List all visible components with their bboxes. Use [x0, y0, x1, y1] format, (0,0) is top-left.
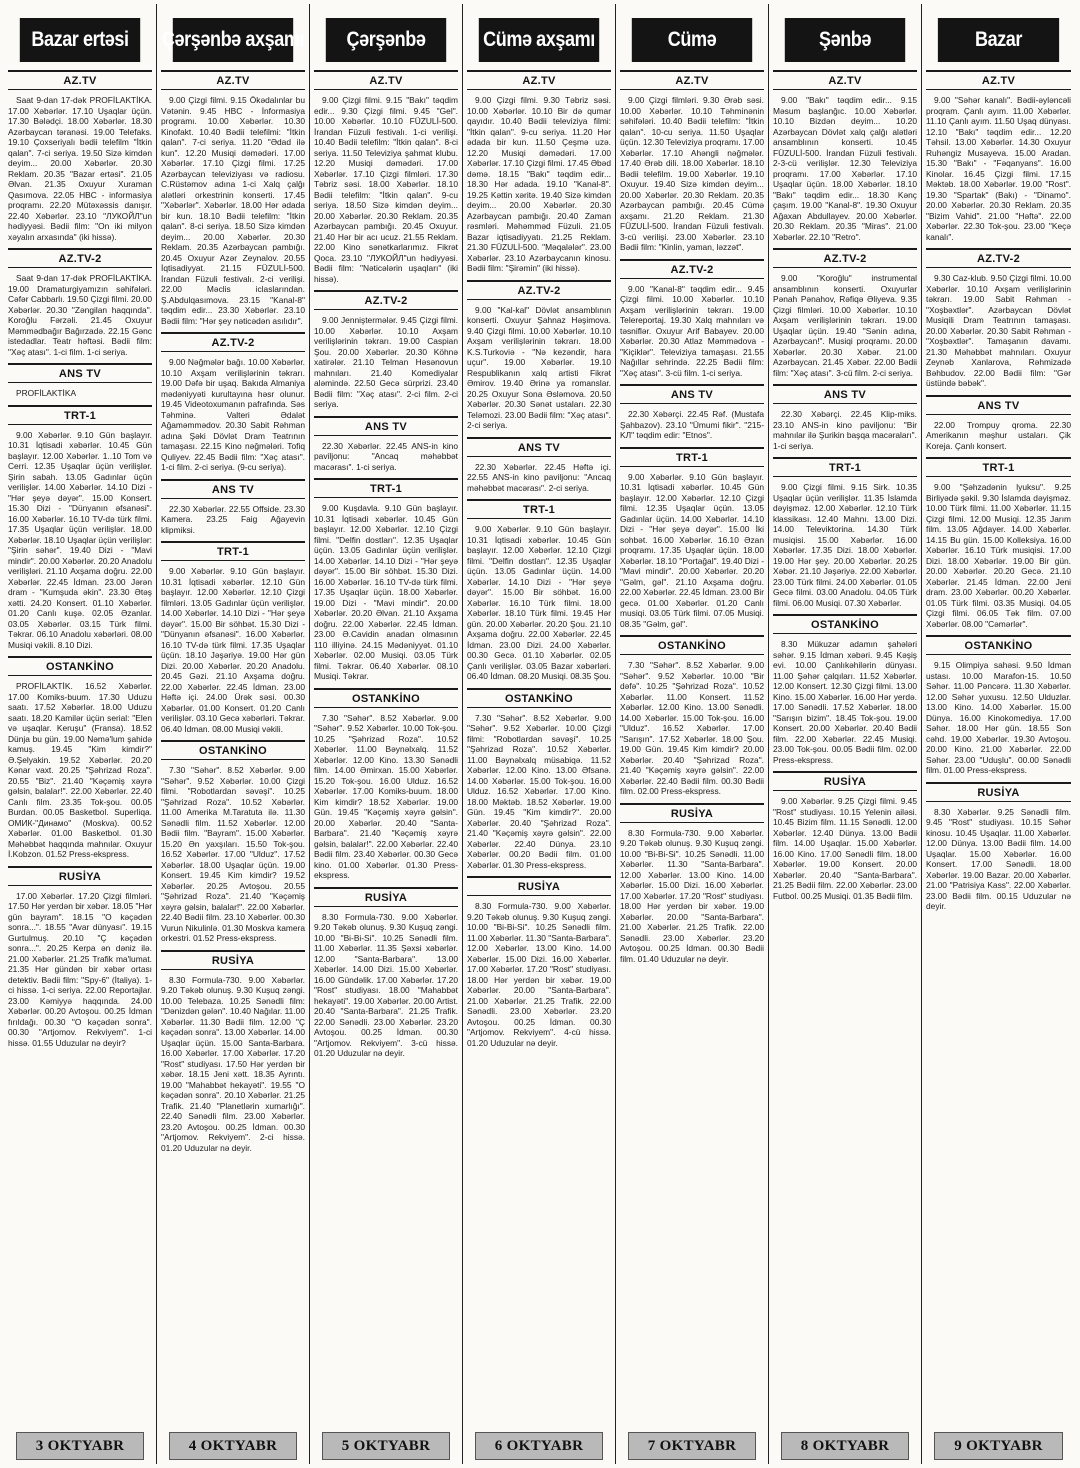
program-listing: 9.00 Xəbərlər. 9.25 Çizgi filmi. 9.45 "Rost" studiyası. 10.15 Yelenin ailəsi. 10.45 Bizim film. 11.15 Sənədli. 12.00 Xəbərlər. 12.40 Dünya. 13.00 Bədii film. 14.00 Uşaqlar. 15.00 Xəbərlər. 16.00 Kino. 17.00 Sənədli film. 18.00 Xəbərlər. 19.00 Konsert. 20.00 Xəbərlər. 20.40 "Santa-Barbara". 21.25 Bədii film. 22.00 Xəbərlər. 23.00 Futbol. 00.25 Musiqi. 01.35 Bədii film.: [773, 796, 917, 901]
program-listing: 9.00 Çizgi filmi. 9.15 Sirk. 10.35 Uşaqlar üçün verilişlər. 11.35 İslamda dəyişməz. 12.00 Xəbərlər. 12.10 Türk klassikası. 12.40 Mahnı. 13.00 Dizi. 14.00 Televiktorina. 14.30 Türk musiqisi. 15.00 Xəbərlər. 16.00 Xəbərlər. 17.35 Dizi. 18.00 Xəbərlər. 19.00 Hər şey. 20.00 Xəbərlər. 20.25 Xəbər. 21.10 Jəşəriyə. 22.00 Xəbərlər. 23.00 Türk filmi. 24.00 Xəbərlər. 01.05 Gecə filmi. 03.00 Anadolu. 04.05 Türk filmi. 06.00 Musiqi. 07.30 Xəbərlər.: [773, 482, 917, 608]
program-listing: 9.00 Xəbərlər. 9.10 Gün başlayır. 10.31 İqtisadi xəbərlər. 10.45 Gün başlayır. 12.00 Xəbərlər. 12.10 Çizgi filmi. 12.35 Uşaqlar üçün. 13.05 Gadınlar üçün. 14.00 Xəbərlər. 14.10 Dizi - "Hər şeyə dəyər". 15.00 İki sohbət. 16.00 Xəbərlər. 16.10 Əzan proqramı. 17.35 Uşaqlar üçün. 18.00 Xəbərlər. 18.10 "Portağal". 19.40 Dizi - "Mavi mindir". 20.00 Xəbərlər. 20.20 "Gəlm, gəl". 21.10 Axşama doğru. 22.00 Xəbərlər. 22.45 İdman. 23.00 Bir gecə. 01.00 Xəbərlər. 01.20 Canlı musiqi. 03.05 Türk filmi. 07.05 Musiqi. 08.35 "Gəlm, gəl".: [620, 471, 764, 629]
program-listing: 8.30 Formula-730. 9.00 Xəbərlər. 9.20 Təkəb olunuş. 9.30 Kuşuq zəngi. 10.00 "Bi-Bi-Si". 10.25 Sənədli film. 11.00 Xəbərlər. 11.35 Şəxsi xəbərlər. 12.00 "Santa-Barbara". 13.00 Xəbərlər. 14.00 Dizi. 15.00 Xəbərlər. 16.00 Gündəlik. 17.00 Xəbərlər. 17.20 "Rost" studiyası. 18.00 "Mahabbət hekayəti". 19.00 Xəbərlər. 20.00 Artist. 20.40 "Santa-Barbara". 21.25 Trafik. 22.00 Sənədli. 23.00 Xəbərlər. 23.20 Avtoşou. 00.25 İdman. 00.30 "Artjomov. Rekviyem". 3-cü hissə. 01.20 Uduzular nə deyir.: [314, 911, 458, 1058]
program-listing: 7.30 "Səhər". 8.52 Xəbərlər. 9.00 "Səhər". 9.52 Xəbərlər. 10.00 Çizgi filmi: "Robotlardan səvəşi". 10.25 "Şəhrizad Roza". 10.52 Xəbərlər. 11.00 Bəynəlxalq müsabiqə. 11.52 Xəbərlər. 12.00 Kino. 13.00 Əfsanə. 14.00 Xəbərlər. 15.00 Tok-şou. 16.00 Ulduz. 16.52 Xəbərlər. 17.00 Kino. 18.00 Məktəb. 18.52 Xəbərlər. 19.00 Gün. 19.45 "Kim kimdir?". 20.00 Xəbərlər. 20.40 "Şəhrizad Roza". 21.40 "Kəçəmiş xəyrə gəlsin". 22.00 Xəbərlər. 22.40 Dünya. 23.10 Xəbərlər. 00.20 Bədii film. 01.00 Xəbərlər. 01.30 Press-ekspress.: [467, 712, 611, 870]
program-listing: 17.00 Xəbərlər. 17.20 Çizgi filmləri. 17.50 Hər yerdən bir xəbər. 18.05 "Hər gün bayram". 18.15 "O kəçədən sonra...". 18.55 "Avar dünyası". 19.15 Gurtulmuş. 20.10 "Ç kəçədən sonra...". 20.25 Kerpa ən dəniz ilə. 21.00 Xəbərlər. 21.25 Trafik ma'lumat. 21.35 Hər gündən bir xəbər ortası detektiv. Bədii film: "Spy-6" (İtaliya). 1-ci hissə. 1-ci seriya. 22.00 Reportajlar. 23.00 Kəmiyyə haqqında. 24.00 Xəbərlər. 00.20 Avtoşou. 00.25 İdman fırıldağı. 00.30 "O kəçədən sonra". 00.30 "Artjomov. Rekviyem". 1-ci hissə. 01.55 Uduzular nə deyir?: [8, 890, 152, 1048]
program-listing: 22.30 Xəbərçi. 22.45 Rəf. (Mustafa Şahbazov). 23.10 "Ümumi fikir". "215-KЛ" təqdim edir: "Etnos".: [620, 409, 764, 440]
channel-heading: AZ.TV: [8, 70, 152, 90]
day-column: [157, 4, 310, 1464]
channel-heading: RUSİYA: [314, 887, 458, 907]
day-column: [310, 4, 463, 1464]
channel-heading: TRT-1: [926, 457, 1071, 477]
tv-program-page: [4, 4, 1076, 1464]
date-label: 6 OKTYABR: [475, 1432, 603, 1460]
channel-heading: TRT-1: [8, 405, 152, 425]
channel-heading: AZ.TV-2: [773, 248, 917, 268]
channel-heading: OSTANKİNO: [161, 740, 305, 760]
schedule-body: [314, 68, 458, 1428]
program-listing: 9.00 Jenniştermələr. 9.45 Çizgi filmi. 10.00 Xəbərlər. 10.10 Axşam verilişlərinin təkrarı. 19.00 Caspian Şou. 20.00 Xəbərlər. 20.30 Köhnə xatirələr. 21.10 Telman Həsənovun mahnıları. 21.40 Komediyalar aləmində. 22.50 Gecə sürprizi. 23.40 Bədii film: "Xəç atası". 2-ci film. 2-ci seriya.: [314, 315, 458, 409]
channel-heading: RUSİYA: [773, 771, 917, 791]
program-listing: Saat 9-dan 17-dək PROFİLAKTİKA. 17.00 Xəbərlər. 17.10 Uşaqlar üçün. 17.30 Bələdçi. 18.00 Xəbərlər. 18.30 Azərbaycan təranəsi. 19.00 Telefaks. 19.10 Çoxseriyalı bədii telefilm "İtkin qalan". 7-ci seriya. 19.50 Sizə kimdən deyim... 20.00 Xəbərlər. 20.30 Reklam. 20.35 "Bazar ertəsi". 21.05 Əlvan. 21.35 Oxuyur Xuraman Qasımova. 22.05 HBC - informasiya proqramı. 22.20 Mütəxəssis danışır. 22.40 Xəbərlər. 23.10 "ЛУКОЙЛ"un hədiyyəsi. Bədii film: "On iki milyon xəyalın arxasında" (iki hissə).: [8, 95, 152, 242]
schedule-body: [773, 68, 917, 1428]
date-label: 9 OKTYABR: [934, 1432, 1063, 1460]
program-listing: 8.30 Formula-730. 9.00 Xəbərlər. 9.20 Təkəb olunuş. 9.30 Kuşuq zəngi. 10.00 Telebaza. 10.25 Sənədli film: "Dənizdən gələn". 10.40 Nağılar. 11.00 Xəbərlər. 11.30 Bədii film. 12.00 "Ç kəçədən sonra". 13.00 Xəbərlər. 14.00 Uşaqlar üçün. 15.00 Santa-Barbara. 16.00 Xəbərlər. 17.00 Xəbərlər. 17.20 "Rost" studiyası. 17.50 Hər yerdən bir xəbər. 18.15 Jeni xətt. 18.35 Ayrıntı. 19.00 "Mahabbət hekayəti". 19.55 "O kəçədən sonra". 20.10 Xəbərlər. 21.25 Trafik. 21.40 "Planetlərin xumarlığı". 22.40 Sənədli film. 23.00 Xəbərlər. 23.20 Avtoşou. 00.25 İdman. 00.30 "Artjomov. Rekviyem". 2-ci hissə. 01.20 Uduzular nə deyir.: [161, 974, 305, 1153]
program-listing: 9.00 Xəbərlər. 9.10 Gün başlayır. 10.31 İqtisadi xəbərlər. 12.10 Gün başlayır. 12.00 Xəbərlər. 12.10 Çizgi filmləri. 13.05 Gadınlar üçün verilişlər. 14.00 Xəbərlər. 14.10 Dizi - "Hər şeyə dəyər". 15.00 Bir söhbət. 15.30 Dizi - "Dünyanın əfsanəsi". 16.00 Xəbərlər. 16.10 TV-də türk filmi. 17.35 Uşaqlar üçün. 18.10 Jəşəriyə. 19.00 Hər gün Dizi. 20.00 Xəbərlər. 20.20 Anadolu. 20.45 Gəzi. 21.10 Axşama doğru. 22.00 Xəbərlər. 22.45 İdman. 23.00 Həftə içi. 24.00 Ürək səsi. 00.30 Xəbərlər. 01.00 Konsert. 01.20 Canlı verilişlər. 03.10 Gecə xəbərləri. Təkrar. 06.40 İdman. 08.00 Musiqi vəkili.: [161, 566, 305, 734]
program-listing: PROFİLAKTİK. 16.52 Xəbərlər. 17.00 Komiks-buum. 17.30 Uduzu saatı. 17.52 Xəbərlər. 18.00 Uduzu saatı. 18.20 Kamilər üçün serial: "Elen və uşaqlar. Keruşu" (Fransa). 18.52 Dünja bu gün. 19.00 Nəmə'lum şahidə kamuş. 19.45 "Kim kimdir?" Ə.Şelyakin. 19.52 Xəbərlər. 20.20 Kənar vaxt. 20.25 "Şəhrizad Roza". 20.55 "Biz". 21.40 "Kəçəmiş xəyrə gəlsin, balalar!". 22.00 Xəbərlər. 22.40 Canlı film. 23.35 Tok-şou. 00.05 Burdan. 00.05 Basketbol. Superliqa. ОМИК-"Динамо" (Moskva). 00.52 Xəbərlər. 01.00 Basketbol. 01.30 Məhəbbət haqqında mahnılar. Oxuyur İ.Kobzon. 01.52 Press-ekspress.: [8, 681, 152, 859]
channel-heading: OSTANKİNO: [926, 635, 1071, 655]
program-listing: 9.00 "Kal-kal" Dövlət ansamblının konserti. Oxuyur Şahnaz Həşimova. 9.40 Çizgi filmi. 10.00 Xəbərlər. 10.10 Axşam verilişlərinin təkrarı. 18.00 K.S.Turkoviə - "Nə kezəndir, hara uçur". 19.00 Xəbərlər. 19.10 Respublikanın xalq artisti Fikrət Əmirov. 19.40 Ərinə ya romanslar. 20.25 Oxuyur Sona Əsləmova. 20.50 Xəbərlər. 20.30 Sənət ustaları. 22.30 Teləmozi. 23.00 Bədii film: "Xəç atası". 2-ci seriya.: [467, 304, 611, 430]
channel-heading: AZ.TV-2: [620, 259, 764, 279]
date-label: 4 OKTYABR: [169, 1432, 297, 1460]
program-listing: 8.30 Xəbərlər. 9.25 Sənədli film. 9.45 "Rost" studiyası. 10.15 Səhər kinosu. 10.45 Uşaqlar. 11.00 Xəbərlər. 12.00 Dünya. 13.00 Bədii film. 14.00 Uşaqlar. 15.00 Xəbərlər. 16.00 Konsert. 17.00 Sənədli. 18.00 Xəbərlər. 19.00 Bazar. 20.00 Xəbərlər. 21.00 "Patrisiya Kass". 22.00 Xəbərlər. 23.00 Bədii film. 00.15 Uduzular nə deyir.: [926, 806, 1071, 911]
day-column: [769, 4, 922, 1464]
channel-heading: ANS TV: [926, 395, 1071, 415]
program-listing: 22.30 Xəbərlər. 22.45 ANS-in kino paviljonu: "Ancaq məhəbbət macərası". 1-ci seriya.: [314, 440, 458, 472]
channel-heading: TRT-1: [773, 457, 917, 477]
day-title: Cümə: [632, 18, 752, 62]
program-listing: 22.30 Xəbərçi. 22.45 Klip-miks. 23.10 ANS-in kino paviljonu: "Bir mahnılar ilə Şurikin başqa macəraları". 1-ci seriya.: [773, 409, 917, 451]
channel-heading: AZ.TV-2: [467, 280, 611, 300]
channel-heading: ANS TV: [314, 416, 458, 436]
channel-heading: ANS TV: [773, 384, 917, 404]
channel-heading: ANS TV: [8, 363, 152, 383]
program-listing: 22.30 Xəbərlər. 22.45 Həftə içi. 22.55 ANS-in kino paviljonu: "Ancaq məhəbbət macərası". 2-ci seriya.: [467, 461, 611, 493]
program-listing: 9.15 Olimpiya sahəsi. 9.50 İdman ustası. 10.00 Marafon-15. 10.50 Səhər. 11.00 Pəncərə. 11.30 Xəbərlər. 12.00 Səhər yuxusu. 12.50 Ulduzlar. 13.00 Kino. 14.00 Xəbərlər. 15.00 Dünya. 16.00 Kinokomediya. 17.00 Səhər. 18.00 Hər gün. 18.55 Son cəhd. 19.00 Xəbərlər. 19.30 Avtoşou. 20.00 Kino. 21.00 Xəbərlər. 22.00 Səhər. 23.00 "Uduşlu". 00.00 Sənədli film. 01.00 Press-ekspress.: [926, 660, 1071, 775]
channel-heading: AZ.TV-2: [926, 248, 1071, 268]
day-title: Bazar: [938, 18, 1059, 62]
program-listing: 7.30 "Səhər". 8.52 Xəbərlər. 9.00 "Səhər". 9.52 Xəbərlər. 10.00 Tok-şou. 10.25 "Şəhrizad Roza". 10.52 Xəbərlər. 11.00 Bəynəlxalq. 11.52 Xəbərlər. 12.00 Kino. 13.30 Sənədli film. 14.00 Əmirxan. 15.00 Xəbərlər. 15.20 Tok-şou. 16.00 Ulduz. 16.52 Xəbərlər. 17.00 Komiks-buum. 18.00 Kim kimdir? 18.52 Xəbərlər. 19.00 Gün. 19.45 "Kəçəmiş xəyrə gəlsin". 20.00 Xəbərlər. 20.40 "Santa-Barbara". 21.40 "Kəçəmiş xəyrə gəlsin, balalar!". 22.00 Xəbərlər. 22.40 Bədii film. 23.40 Xəbərlər. 00.30 Gecə kino. 01.00 Xəbərlər. 01.30 Press-ekspress.: [314, 712, 458, 880]
program-listing: 9.00 "Koroğlu" instrumental ansamblının konserti. Oxuyurlar Pənah Pənahov, Rəfiqə Əliyeva. 9.35 Çizgi filmləri. 10.00 Xəbərlər. 10.10 Axşam verilişlərinin təkrarı. 19.00 Uşaqlar üçün. 19.40 "Sənin adına, Azərbaycan!". Musiqi proqramı. 20.00 Xəbərlər. 20.30 Xəbər. 21.00 Azərbaycan. 21.45 Xəbər. 22.00 Bədii film: "Xəç atası". 3-cü film. 2-ci seriya.: [773, 273, 917, 378]
program-listing: 9.00 "Şəhzadənin lyuksu". 9.25 Birliyədə şəkil. 9.30 İslamda dəyişməz. 10.00 Türk filmi. 11.00 Xəbərlər. 11.15 Çizgi filmi. 12.00 Musiqi. 12.35 Jarım film. 13.05 Ağdayer. 14.00 Xəbərlər. 14.15 Bu gün. 15.00 Kolleksiya. 16.00 Xəbərlər. 16.10 Türk musiqisi. 17.00 Dizi. 18.00 Xəbərlər. 19.00 Bir gün. 20.00 Xəbərlər. 20.20 Gecə. 21.10 Xəbərlər. 21.45 İdman. 22.00 Jeni dram. 23.00 Xəbərlər. 00.20 Xəbərlər. 01.05 Türk filmi. 03.35 Musiqi. 04.05 Çizgi filmi. 06.05 Tək film. 07.00 Xəbərlər. 08.00 "Cəmərlər".: [926, 482, 1071, 629]
schedule-body: [467, 68, 611, 1428]
channel-heading: AZ.TV-2: [314, 290, 458, 310]
day-title: Çərşənbə: [326, 18, 446, 62]
program-listing: Saat 9-dan 17-dək PROFİLAKTİKA. 19.00 Dramaturgiyamızın səhifələri. Cəfər Cabbarlı. 19.50 Çizgi filmi. 20.00 Xəbərlər. 20.30 "Zəngilan haqqında". Koroğlu Fərzəli. 21.45 Oxuyur Məmmədbağır Bağırzadə. 22.15 Gənc istedadlar. Teatr həftəsi. Bədii film: "Xəç atası". 1-ci film. 1-ci seriya.: [8, 273, 152, 357]
channel-heading: ANS TV: [161, 479, 305, 499]
channel-heading: TRT-1: [620, 447, 764, 467]
channel-heading: AZ.TV: [467, 70, 611, 90]
date-label: 3 OKTYABR: [16, 1432, 144, 1460]
channel-heading: RUSİYA: [620, 803, 764, 823]
day-column: [922, 4, 1075, 1464]
program-listing: PROFİLAKTİKA: [16, 388, 77, 398]
channel-heading: OSTANKİNO: [773, 614, 917, 634]
date-label: 5 OKTYABR: [322, 1432, 450, 1460]
channel-heading: AZ.TV-2: [161, 332, 305, 352]
day-column: [4, 4, 157, 1464]
program-listing: 9.00 Xəbərlər. 9.10 Gün başlayır. 10.31 İqtisadi xəbərlər. 10.45 Gün başlayır. 12.00 Xəbərlər. 1..10 Tom və Cerri. 12.35 Uşaqlar üçün verilişlər. Şirin sabah. 13.05 Gadınlar üçün verilişlər. 14.00 Xəbərlər. 14.10 Dizi - "Hər şeyə dəyər". 15.00 Konsert. 15.30 Dizi - "Dünyanın əfsanəsi". 16.00 Xəbərlər. 16.10 TV-də türk filmi. 17.35 Uşaqlar üçün verilişlər. 18.00 Xəbərlər. 18.10 Uşaqlar üçün verilişlər: "Şirin səhər". 19.40 Dizi - "Mavi mindir". 20.00 Xəbərlər. 20.20 Anadolu verilişləri. 21.10 Axşama doğru. 22.00 Xəbərlər. 22.45 İdman. 23.00 Jərən dram - "Kumşuda əkin". 23.30 Ətəş xətti. 24.20 Konsert. 01.10 Xəbərlər. 01.20 Canlı kuşə. 02.05 Əzanlar. 03.05 Xəbərlər. 03.15 Türk filmi. Təkrar. 06.10 Anadolu xəbərləri. 08.00 Musiqi vəkili. 8.10 Dizi.: [8, 429, 152, 650]
schedule-body: [620, 68, 764, 1428]
program-listing: 22.00 Trompuy qroma. 22.30 Amerikanın məşhur ustaları. Çik Koreja. Çanlı konsert.: [926, 419, 1071, 451]
channel-heading: TRT-1: [314, 478, 458, 498]
channel-heading: AZ.TV: [620, 70, 764, 90]
program-listing: 9.30 Caz-klub. 9.50 Çizgi filmi. 10.00 Xəbərlər. 10.10 Axşam verilişlərinin təkrarı. 19.00 Sabit Rəhman - "Xoşbəxtlər". Azərbaycan Dövlət Musiqili Dram Teatrının tamaşası. 20.00 Xəbərlər. 20.30 Sabit Rəhman - "Xoşbəxtlər". Tamaşanın davamı. 21.30 Məhəbbət mahnıları. Oxuyur Zeynəb Xanlarova, Rəhmizadə Bəhbudov. 22.00 Bədii film: "Gər üstündə bəbək".: [926, 273, 1071, 388]
program-listing: 7.30 "Səhər". 8.52 Xəbərlər. 9.00 "Səhər". 9.52 Xəbərlər. 10.00 "Bir dəfə". 10.25 "Şəhrizad Roza". 10.52 Xəbərlər. 11.00 Konsert. 11.52 Xəbərlər. 12.00 Kino. 13.00 Sənədli. 14.00 Xəbərlər. 15.00 Tok-şou. 16.00 "Ulduz". 16.52 Xəbərlər. 17.00 "Sarışın". 17.52 Xəbərlər. 18.00 Şou. 19.00 Gün. 19.45 Kim kimdir? 20.00 Xəbərlər. 20.40 "Şəhrizad Roza". 21.40 "Kəçəmiş xəyrə gəlsin". 22.00 Xəbərlər. 22.40 Bədii film. 00.30 Bədii film. 02.00 Press-ekspress.: [620, 660, 764, 796]
channel-heading: TRT-1: [161, 541, 305, 561]
program-listing: 9.00 Çizgi filmləri. 9.30 Ərəb səsi. 10.00 Xəbərlər. 10.10 Təhminənin səhifələri. 10.40 Bədii telefilm: "İtkin qalan". 10-cu seriya. 11.50 Uşaqlar üçün. 12.30 Televiziya proqramı. 17.00 Xəbərlər. 17.10 Ahəngli nəğmələr. 17.40 Ərəb dili. 18.00 Xəbərlər. 18.10 Bədii telefilm. 19.00 Xəbərlər. 19.10 Oxuyur. 19.40 Sizə kimdən deyim... 20.00 Xəbərlər. 20.30 Reklam. 20.35 Azərbaycan pambığı. 20.45 Cümə axşamı. 21.20 Reklam. 21.30 FÜZULİ-500. İrandan Füzuli festivalı. 3-cü verilişi. 23.00 Xəbərlər. 23.10 Bədii film: "Kinlin, yaman, ləzzət".: [620, 95, 764, 252]
channel-heading: OSTANKİNO: [620, 635, 764, 655]
channel-heading: AZ.TV: [314, 70, 458, 90]
channel-heading: OSTANKİNO: [467, 688, 611, 708]
day-title: Çərşənbə axşamı: [173, 18, 293, 62]
channel-heading: RUSİYA: [161, 950, 305, 970]
day-title: Cümə axşamı: [479, 18, 599, 62]
channel-heading: RUSİYA: [926, 782, 1071, 802]
channel-heading: RUSİYA: [8, 866, 152, 886]
channel-heading: TRT-1: [467, 499, 611, 519]
day-column: [463, 4, 616, 1464]
program-listing: 9.00 "Səhər kanalı". Bədii-əyləncəli proqram. Çanlı ayım. 11.00 Xəbərlər. 11.10 Çanlı ayım. 11.50 Uşaq dünyası. 12.10 "Bakı" təqdim edir... 12.20 Təhsil. 13.00 Xəbərlər. 14.30 Oxuyur Ruhəngiz Musayeva. 15.00 Aradan. 15.30 "Bakı" - "Fəqanyans". 16.00 Kinolar. 16.45 Çizgi filmi. 17.15 Məktəb. 18.00 Xəbərlər. 19.00 "Rost". 19.30 "Spartak" (Bakı) - "Dinamo". 20.00 Xəbərlər. 20.30 Reklam. 20.35 "Bizim Vahid". 21.00 "Həftə". 22.00 Xəbərlər. 22.30 Tok-şou. 23.00 "Keçə kanalı".: [926, 95, 1071, 242]
program-listing: 9.00 Kuşdavla. 9.10 Gün başlayır. 10.31 İqtisadi xəbərlər. 10.45 Gün başlayır. 12.00 Xəbərlər. 12.10 Çizgi filmi. "Delfin dostları". 12.35 Uşaqlar üçün. 13.05 Gadınlar üçün verilişlər. 14.00 Xəbərlər. 14.10 Dizi - "Hər şeyə dəyər". 15.00 Bir söhbət. 15.30 Dizi. 16.00 Xəbərlər. 16.10 TV-də türk filmi. 17.35 Uşaqlar üçün. 18.00 Xəbərlər. 19.00 Dizi - "Mavi mindir". 20.00 Xəbərlər. 20.20 Əlvan. 21.10 Axşama doğru. 22.00 Xəbərlər. 22.45 İdman. 23.00 Ə.Cavidin anadan olmasının 110 illiyinə. 24.15 Mədəniyyət. 01.10 Xəbərlər. 02.00 Musiqi. 03.05 Türk filmi. Təkrar. 06.40 Xəbərlər. 08.10 Musiqi. Təkrar.: [314, 503, 458, 681]
date-label: 7 OKTYABR: [628, 1432, 756, 1460]
channel-heading: ANS TV: [620, 384, 764, 404]
program-listing: 8.30 Mükuzar adamın şahələri səhər. 9.15 İdman xəbəri. 9.45 Kəşiş evi. 10.00 Çanlıkəhilərin dünyası. 11.00 Şəhər çalqıları. 11.52 Xəbərlər. 12.00 Konsert. 12.30 Çizgi filmi. 13.00 Kino. 15.00 Xəbərlər. 16.00 Hər yerdə. 17.00 Sənədli. 17.52 Xəbərlər. 18.00 "Sarışın bizim". 18.45 Tok-şou. 19.00 Konsert. 20.00 Xəbərlər. 20.40 Bədii film. 22.00 Xəbərlər. 22.45 Musiqi. 23.00 Tok-şou. 00.05 Bədii film. 02.00 Press-ekspress.: [773, 639, 917, 765]
day-title: Şənbə: [785, 18, 905, 62]
program-listing: 9.00 Çizgi filmi. 9.15 "Bakı" təqdim edir... 9.30 Çizgi filmi. 9.45 "Gel". 10.00 Xəbərlər. 10.10 FÜZULİ-500. İrandan Füzuli festivalı. 1-ci verilişi. 10.40 Bədii telefilm: "İtkin qalan". 8-ci seriya. 11.50 Televiziya şahmat klubu. 12.20 Musiqi dəmədəri. 17.00 Xəbərlər. 17.10 Çizgi filmləri. 17.30 Təbriz səsi. 18.00 Xəbərlər. 18.10 Bədii telefilm: "İtkin qalan". 9-cu seriya. 18.50 Sizə kimdən deyim... 20.00 Xəbərlər. 20.30 Reklam. 20.35 Azərbaycan pambığı. 20.45 Oxuyur. 21.40 Hər bir acı ucuz. 21.55 Reklam. 22.00 Kino sənətkarlarımız. Fikrət Qoca. 23.10 "ЛУКОЙЛ"un hədiyyəsi. Bədii film: "Nəticələrin uşaqları" (iki hissə).: [314, 95, 458, 284]
schedule-body: [926, 68, 1071, 1428]
day-column: [616, 4, 769, 1464]
program-listing: 9.00 "Bakı" təqdim edir... 9.15 Məsum başlanğıc. 10.00 Xəbərlər. 10.10 Bizdən deyim... 10.20 Azərbaycan Dövlət xalq çalğı alətləri ansamblının konserti. 10.45 FÜZULİ-500. İrandan Füzuli festivalı. 2-3-cü verilişlər. 12.30 Televiziya proqramı. 17.00 Xəbərlər. 17.10 Uşaqlar üçün. 18.00 Xəbərlər. 18.10 "Bakı" təqdim edir... 18.30 Kənç çaşım. 19.00 "Kanal-8". 19.30 Oxuyur Ağaxan Abdullayev. 20.00 Xəbərlər. 20.30 Reklam. 20.35 "Miras". 21.00 Xəbərlər. 22.10 "Retro".: [773, 95, 917, 242]
program-listing: 7.30 "Səhər". 8.52 Xəbərlər. 9.00 "Səhər". 9.52 Xəbərlər. 10.00 Çizgi filmi. "Robotlardan səvəşi". 10.25 "Şəhrizad Roza". 10.52 Xəbərlər. 11.00 Amerika M.Taratuta ilə. 11.30 Sənədli film. 11.52 Xəbərlər. 12.00 Bədii film. "Bayram". 15.00 Xəbərlər. 15.20 Ən yaxşıları. 15.50 Tok-şou. 16.52 Xəbərlər. 17.00 "Ulduz". 17.52 Xəbərlər. 18.00 Uşaqlar üçün. 19.00 Konsert. 19.45 Kim kimdir? 19.52 Xəbərlər. 20.25 Avtoşou. 20.55 "Şəhrizad Roza". 21.40 "Kəçəmiş xəyrə gəlsin, balalar!". 22.00 Xəbərlər. 22.40 Bədii film. 23.10 Xəbərlər. 00.30 Vurun Nikulinlə. 01.30 Moskva kamera orkestri. 01.52 Press-ekspress.: [161, 765, 305, 943]
channel-heading: AZ.TV-2: [8, 248, 152, 268]
program-listing: 8.30 Formula-730. 9.00 Xəbərlər. 9.20 Təkəb olunuş. 9.30 Kuşuq zəngi. 10.00 "Bi-Bi-Si". 10.25 Sənədli. 11.00 Xəbərlər. 11.30 "Santa-Barbara". 12.00 Xəbərlər. 13.00 Kino. 14.00 Xəbərlər. 15.00 Dizi. 16.00 Xəbərlər. 17.00 Xəbərlər. 17.20 "Rost" studiyası. 18.00 Hər yerdən bir xəbər. 19.00 Xəbərlər. 20.00 "Santa-Barbara". 21.00 Xəbərlər. 21.25 Trafik. 22.00 Sənədli. 23.00 Xəbərlər. 23.20 Avtoşou. 00.25 İdman. 00.30 Bədii film. 01.40 Uduzular nə deyir.: [620, 827, 764, 964]
day-title: Bazar ertəsi: [20, 18, 140, 62]
schedule-body: [8, 68, 152, 1428]
channel-heading: AZ.TV: [773, 70, 917, 90]
program-listing: 22.30 Xəbərlər. 22.55 Offside. 23.30 Kamera. 23.25 Faig Ağayevin klipmiksi.: [161, 503, 305, 535]
schedule-body: [161, 68, 305, 1428]
date-label: 8 OKTYABR: [781, 1432, 909, 1460]
channel-heading: AZ.TV: [161, 70, 305, 90]
program-listing: 9.00 Xəbərlər. 9.10 Gün başlayır. 10.31 İqtisadi xəbərlər. 10.45 Gün başlayır. 12.00 Xəbərlər. 12.10 Çizgi filmi. "Delfin dostları". 12.35 Uşaqlar üçün. 13.05 Gadınlar üçün. 14.00 Xəbərlər. 14.10 Dizi - "Hər şeyə dəyər". 15.00 Bir söhbət. 16.00 Xəbərlər. 16.10 Türk filmi. 18.00 Xəbərlər. 18.10 Türk filmi. 19.45 Hər gün. 20.00 Xəbərlər. 20.20 Şou. 21.10 Axşama doğru. 22.00 Xəbərlər. 22.45 İdman. 23.00 Dizi. 24.00 Xəbərlər. 00.30 Gecə. 01.10 Xəbərlər. 02.05 Çanlı verilişlər. 03.05 Bazar xəbərləri. 06.40 İdman. 08.20 Musiqi. 08.35 Şou.: [467, 524, 611, 681]
program-listing: 9.00 Çizgi filmi. 9.30 Təbriz səsi. 10.00 Xəbərlər. 10.10 Bir də qumar qayıdır. 10.40 Bədii televiziya filmi: "İtkin qalan". 9-cu seriya. 11.20 Hər ədada bir kun. 11.50 Çeşmə uzə. 12.20 Musiqi dəmədəri. 17.00 Xəbərlər. 17.10 Çizgi filmi. 17.45 Əbəd dəmə. 18.15 "Bakı" təqdim edir... 18.30 Hər adada. 19.10 "Kanal-8". 19.25 Kəttin xəritə. 19.40 Sizə kimdən deyim... 20.00 Xəbərlər. 20.30 Azərbaycan pambığı. 20.40 Zaman rəsmləri. Məhəmməd Füzuli. 21.05 Bazar iqtisadiyyatı. 21.25 Reklam. 21.30 FÜZULİ-500. "Məqalələr". 23.00 Xəbərlər. 23.10 Azərbaycanın kinosu. Bədii film: "Şirəmin" (iki hissə).: [467, 95, 611, 273]
channel-heading: AZ.TV: [926, 70, 1071, 90]
channel-heading: ANS TV: [467, 437, 611, 457]
program-listing: 9.00 Çizgi filmi. 9.15 Ökədalınlar bu Vətənin. 9.45 HBC - İnformasiya programı. 10.00 Xəbərlər. 10.30 Kinofakt. 10.40 Bədii telefilmi: "İtkin qalan". 7-ci seriya. 11.20 "Ədad ilə kun". 12.20 Musiqi dəmədəri. 17.00 Xəbərlər. 17.10 Çizgi filmi. 17.25 Azərbaycan televiziyası və radiosu. C.Rüstəmov adına 1-ci Xalq çalğı alətləri orkestrinin konserti. 17.45 "Xəbərlər". Xəbərlər. 18.00 Hər ədada bir kun. 18.10 Bədii telefilm: "İtkin qalan". 8-ci seriya. 18.50 Sizə kimdən deyim... 20.00 Xəbərlər. 20.30 Reklam. 20.35 Azərbaycan pambığı. 20.45 Oxuyur Azər Zeynalov. 20.55 İqtisadiyyat. 21.15 FÜZULİ-500. İrandan Füzuli festivalı. 2-ci verilişi. 22.00 Məclis iclaslarından. Ş.Abdulqasımova. 23.15 "Kanal-8" təqdim edir... 23.30 Xəbərlər. 23.10 Bədii film: "Hər şey nəticədən asılıdır".: [161, 95, 305, 326]
channel-heading: OSTANKİNO: [8, 656, 152, 676]
channel-heading: RUSİYA: [467, 876, 611, 896]
program-listing: 9.00 "Kanal-8" təqdim edir... 9.45 Çizgi filmi. 10.00 Xəbərlər. 10.10 Axşam verilişlərinin təkrarı. 19.00 Telereportaj. 19.30 Xalq mahnıları və təsniflər. Oxuyur Arif Babayev. 20.00 Xəbərlər. 20.30 Atlaz Məmmədova - "Kiçiklər". Televiziya tamaşası. 21.55 Nağıllar sehrində. 22.25 Bədii film: "Xəç atası". 3-cü film. 1-ci seriya.: [620, 283, 764, 378]
channel-heading: OSTANKİNO: [314, 688, 458, 708]
program-listing: 8.30 Formula-730. 9.00 Xəbərlər. 9.20 Təkəb olunuş. 9.30 Kuşuq zəngi. 10.00 "Bi-Bi-Si". 10.25 Sənədli film. 11.00 Xəbərlər. 11.30 "Santa-Barbara". 12.00 Xəbərlər. 13.00 Kino. 14.00 Xəbərlər. 15.00 Dizi. 16.00 Xəbərlər. 17.00 Xəbərlər. 17.20 "Rost" studiyası. 18.00 Hər yerdən bir xəbər. 19.00 Xəbərlər. 20.00 "Santa-Barbara". 21.00 Xəbərlər. 21.25 Trafik. 22.00 Sənədli. 23.00 Xəbərlər. 23.20 Avtoşou. 00.25 İdman. 00.30 "Artjomov. Rekviyem". 4-cü hissə. 01.20 Uduzular nə deyir.: [467, 901, 611, 1048]
program-listing: 9.00 Nəğmələr bağı. 10.00 Xəbərlər. 10.10 Axşam verilişlərinin təkrarı. 19.00 Dəfə bir uşaq. Bakıda Almaniya mədəniyyəti kurultayına həsr olunur. 19.45 Videotoxumanın pafrafında. Səs Təhminə. Valteri Ədalət Ağaməmmədov. 20.30 Sabit Rəhman adına Şəki Dövlət Dram Teatrının tamaşası. 22.15 Kino nəğmələri. Tofiq Quliyev. 22.45 Bədii film: "Xəç atası". 1-ci film. 2-ci seriya. (9-cu seriya).: [161, 357, 305, 472]
